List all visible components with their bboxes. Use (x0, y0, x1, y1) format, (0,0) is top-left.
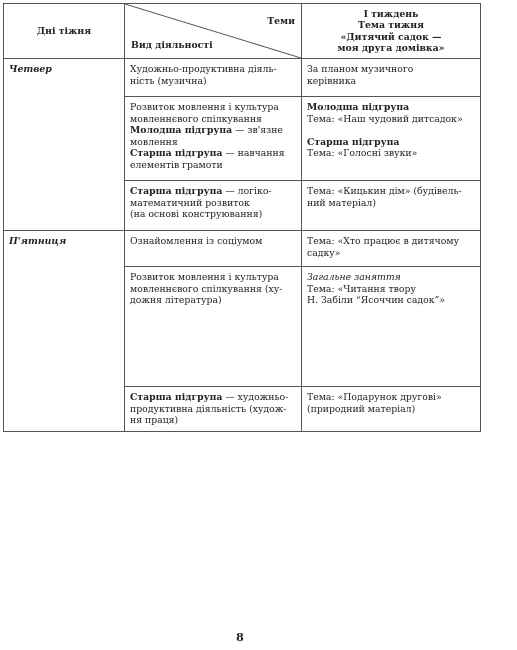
header-week-line: «Дитячий садок — (340, 31, 442, 43)
theme-text: Н. Забіли “Ясоччин садок”» (307, 295, 446, 307)
activity-cell (125, 267, 302, 387)
header-week-line: І тиждень (363, 9, 419, 20)
activity-text: — художньо- (222, 392, 289, 403)
activity-text: елементів грамоти (130, 159, 223, 171)
subgroup-label: Старша підгрупа (130, 148, 223, 160)
theme-text: За планом музичного (307, 64, 414, 75)
theme-cell (302, 181, 481, 231)
activity-text: ність (музична) (130, 75, 207, 87)
subgroup-label: Старша підгрупа (130, 392, 223, 403)
theme-cell (302, 59, 481, 97)
theme-text: Тема: «Наш чудовий дитсадок» (307, 113, 463, 125)
activity-cell (125, 231, 302, 267)
header-week (302, 9, 480, 55)
header-days-cell (4, 4, 125, 59)
table-row (4, 231, 481, 267)
activity-line (130, 186, 296, 198)
header-diagonal-cell (125, 4, 302, 59)
schedule-table (3, 3, 481, 432)
activity-text: мовлення (130, 136, 178, 148)
activity-text: дожня література) (130, 295, 222, 307)
theme-text: (природний матеріал) (307, 403, 416, 415)
spacer (307, 125, 475, 137)
day-thursday-cell (4, 59, 125, 231)
activity-text: мовленнєвого спілкування (130, 113, 262, 125)
activity-cell (125, 181, 302, 231)
table-header-row (4, 4, 481, 59)
activity-text: мовленнєвого спілкування (ху- (130, 283, 283, 295)
subgroup-label: Молодша підгрупа (307, 102, 410, 113)
activity-cell (125, 387, 302, 432)
activity-text: математичний розвиток (130, 197, 250, 209)
header-week-cell (302, 4, 481, 59)
activity-cell (125, 59, 302, 97)
subgroup-label: Старша підгрупа (307, 136, 400, 148)
theme-cell (302, 97, 481, 181)
subgroup-label: Молодша підгрупа (130, 125, 233, 137)
activity-line (130, 392, 296, 404)
activity-text: Розвиток мовлення і культура (130, 102, 279, 113)
theme-cell (302, 231, 481, 267)
page-number: 8 (236, 631, 244, 644)
activity-text: Ознайомлення із соціумом (130, 236, 263, 247)
activity-text: — навчання (222, 148, 285, 160)
header-activity: Вид діяльності (131, 40, 213, 51)
activity-text: — логіко- (222, 186, 272, 197)
day-thursday: Четвер (9, 64, 52, 75)
theme-text: Тема: «Кицькин дім» (будівель- (307, 186, 462, 197)
theme-text: Тема: «Читання твору (307, 283, 416, 295)
activity-line (130, 125, 296, 137)
theme-cell (302, 387, 481, 432)
activity-text: Художньо-продуктивна діяль- (130, 64, 277, 75)
header-week-line: моя друга домівка» (337, 43, 445, 55)
activity-text: ня праця) (130, 415, 179, 427)
activity-cell (125, 97, 302, 181)
subgroup-label: Старша підгрупа (130, 186, 223, 197)
table-row (4, 59, 481, 97)
theme-text: керівника (307, 75, 357, 87)
activity-text: Розвиток мовлення і культура (130, 272, 279, 283)
theme-text: Тема: «Подарунок другові» (307, 392, 442, 403)
theme-text: садку» (307, 247, 341, 259)
day-friday: П'ятниця (9, 236, 67, 247)
lesson-type: Загальне заняття (307, 272, 401, 283)
theme-text: Тема: «Хто працює в дитячому (307, 236, 460, 247)
activity-text: продуктивна діяльність (худож- (130, 403, 287, 415)
header-themes: Теми (267, 16, 295, 27)
header-days: Дні тіжня (36, 26, 92, 37)
activity-text: (на основі конструювання) (130, 209, 263, 221)
theme-cell (302, 267, 481, 387)
header-week-line: Тема тижня (358, 20, 424, 32)
theme-text: ний матеріал) (307, 197, 376, 209)
day-friday-cell (4, 231, 125, 432)
activity-line (130, 148, 296, 160)
activity-text: — зв'язне (232, 125, 283, 137)
theme-text: Тема: «Голосні звуки» (307, 148, 418, 160)
